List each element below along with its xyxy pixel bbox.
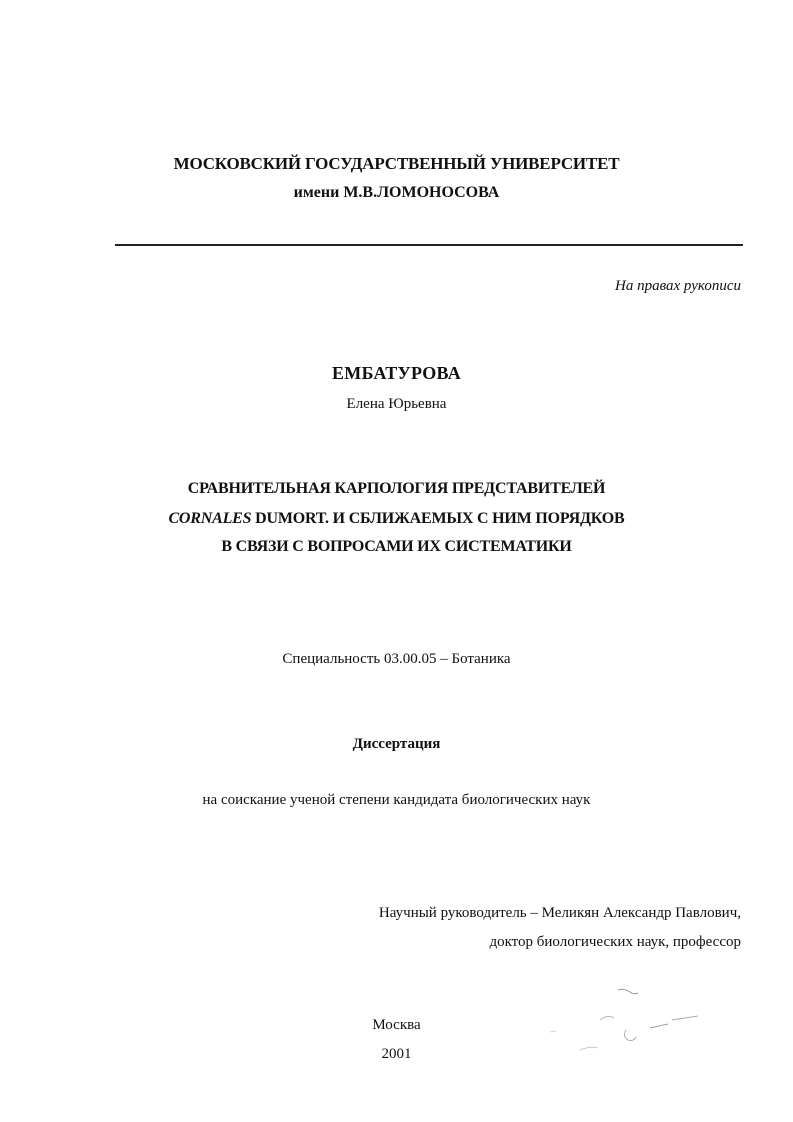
author-surname: ЕМБАТУРОВА	[331, 363, 462, 383]
title-line-2	[0, 510, 793, 528]
title-line-2-rest: DUMORT. И СБЛИЖАЕМЫХ С НИМ ПОРЯДКОВ	[251, 510, 625, 527]
university-named-after: имени М.В.ЛОМОНОСОВА	[293, 184, 500, 201]
degree-statement: на соискание ученой степени кандидата биологических наук	[202, 792, 591, 808]
supervisor-line-1: Научный руководитель – Меликян Александр Павлович,	[378, 905, 741, 921]
supervisor-line-2: доктор биологических наук, профессор	[489, 934, 741, 950]
title-taxon-italic: CORNALES	[168, 510, 252, 527]
header-divider	[115, 244, 743, 246]
university-name: МОСКОВСКИЙ ГОСУДАРСТВЕННЫЙ УНИВЕРСИТЕТ	[173, 154, 620, 173]
document-type: Диссертация	[352, 736, 441, 752]
specialty: Специальность 03.00.05 – Ботаника	[282, 651, 511, 667]
title-line-3: В СВЯЗИ С ВОПРОСАМИ ИХ СИСТЕМАТИКИ	[221, 538, 572, 555]
rights-note: На правах рукописи	[615, 278, 741, 294]
author-given-names: Елена Юрьевна	[346, 396, 447, 412]
title-line-1: СРАВНИТЕЛЬНАЯ КАРПОЛОГИЯ ПРЕДСТАВИТЕЛЕЙ	[187, 480, 606, 497]
year: 2001	[381, 1046, 412, 1062]
city: Москва	[372, 1017, 421, 1033]
